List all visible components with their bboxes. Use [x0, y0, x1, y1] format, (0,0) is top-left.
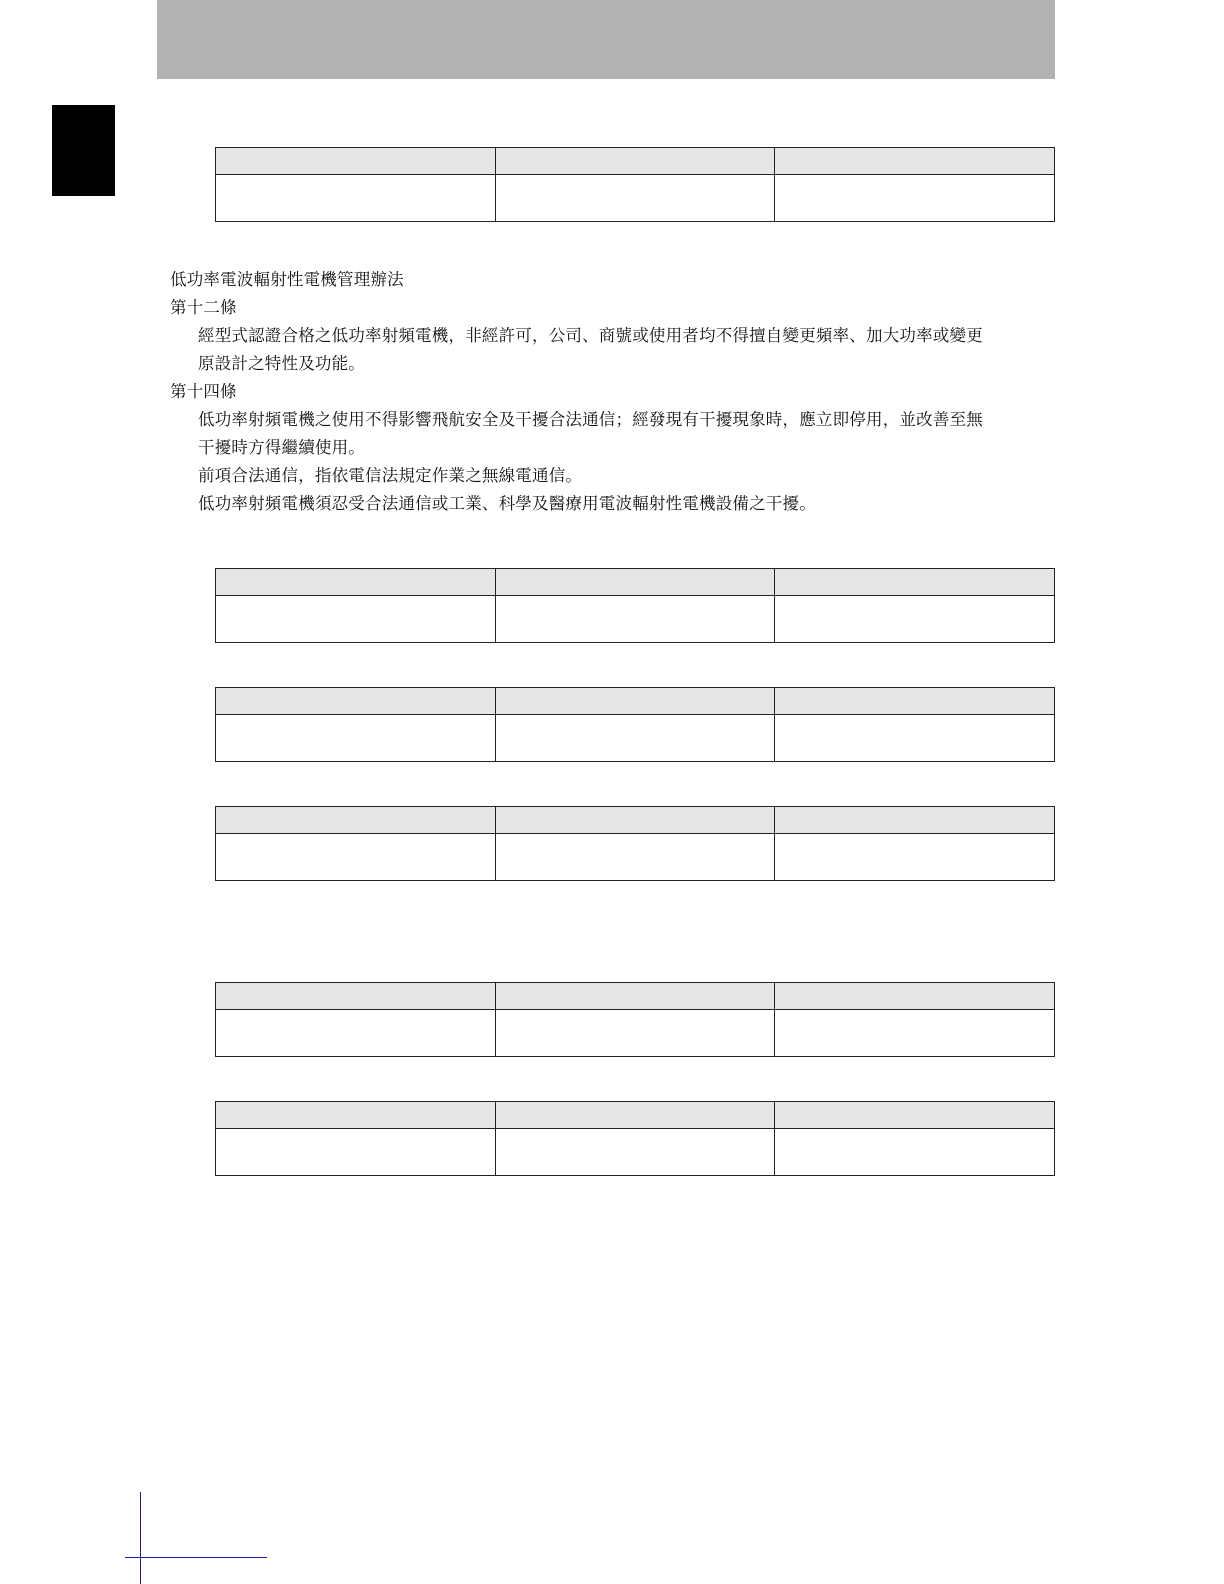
table-cell [495, 596, 775, 643]
table-cell [775, 1010, 1055, 1057]
table-cell [495, 715, 775, 762]
regulation-title: 低功率電波輻射性電機管理辦法 [170, 270, 404, 289]
table-cell [775, 715, 1055, 762]
table-cell [495, 1129, 775, 1176]
table-header-row [216, 148, 1055, 175]
article-14-text-line: 低功率射頻電機須忍受合法通信或工業、科學及醫療用電波輻射性電機設備之干擾。 [198, 494, 816, 513]
article-12-text-line: 原設計之特性及功能。 [198, 354, 365, 373]
table-header-cell [216, 983, 496, 1010]
table-cell [216, 1010, 496, 1057]
table-header-cell [495, 569, 775, 596]
table-cell [495, 834, 775, 881]
spec-table-1 [215, 147, 1055, 222]
table-header-row [216, 807, 1055, 834]
table-header-row [216, 688, 1055, 715]
table-row [216, 1129, 1055, 1176]
table-cell [216, 715, 496, 762]
table-header-cell [495, 983, 775, 1010]
table-header-cell [216, 569, 496, 596]
table-row [216, 715, 1055, 762]
table-cell [495, 1010, 775, 1057]
table-header-row [216, 1102, 1055, 1129]
table-header-cell [775, 569, 1055, 596]
spec-table-3 [215, 687, 1055, 762]
table-row [216, 596, 1055, 643]
table-header-cell [495, 148, 775, 175]
table-header-row [216, 569, 1055, 596]
table-header-cell [775, 1102, 1055, 1129]
table-cell [775, 596, 1055, 643]
table-header-cell [216, 807, 496, 834]
page-header-band [157, 0, 1055, 79]
margin-vertical-rule [140, 1492, 141, 1584]
article-14-text-line: 干擾時方得繼續使用。 [198, 438, 365, 457]
spec-table-5 [215, 982, 1055, 1057]
spec-table-4 [215, 806, 1055, 881]
article-14-text-line: 前項合法通信，指依電信法規定作業之無線電通信。 [198, 466, 583, 485]
table-row [216, 175, 1055, 222]
table-header-cell [495, 807, 775, 834]
table-header-cell [495, 688, 775, 715]
table-cell [216, 834, 496, 881]
table-cell [775, 1129, 1055, 1176]
chapter-side-tab [52, 105, 115, 196]
table-header-cell [216, 688, 496, 715]
table-header-cell [775, 688, 1055, 715]
table-header-cell [775, 983, 1055, 1010]
article-12-text-line: 經型式認證合格之低功率射頻電機，非經許可，公司、商號或使用者均不得擅自變更頻率、加大功率或變更 [198, 326, 983, 345]
article-14-text-line: 低功率射頻電機之使用不得影響飛航安全及干擾合法通信；經發現有干擾現象時，應立即停用，並改善至無 [198, 410, 983, 429]
article-14-heading: 第十四條 [170, 382, 237, 401]
table-header-cell [216, 148, 496, 175]
table-cell [216, 596, 496, 643]
table-cell [216, 175, 496, 222]
margin-horizontal-rule [125, 1557, 267, 1558]
table-row [216, 834, 1055, 881]
table-row [216, 1010, 1055, 1057]
table-cell [775, 175, 1055, 222]
table-header-row [216, 983, 1055, 1010]
article-12-heading: 第十二條 [170, 298, 237, 317]
regulation-text [170, 266, 1060, 518]
table-cell [216, 1129, 496, 1176]
table-header-cell [495, 1102, 775, 1129]
table-cell [495, 175, 775, 222]
table-header-cell [216, 1102, 496, 1129]
table-cell [775, 834, 1055, 881]
table-header-cell [775, 148, 1055, 175]
spec-table-6 [215, 1101, 1055, 1176]
spec-table-2 [215, 568, 1055, 643]
table-header-cell [775, 807, 1055, 834]
